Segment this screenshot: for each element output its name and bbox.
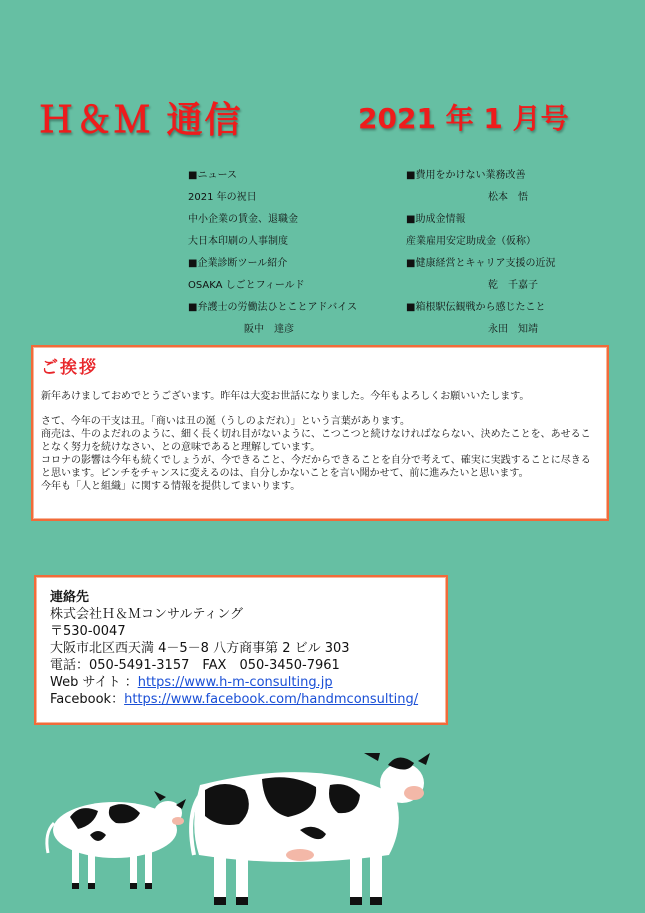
- toc-right-item: ■健康経営とキャリア支援の近況: [406, 258, 556, 269]
- greeting-paragraph-4: コロナの影響は今年も続くでしょうが、今できること、今だからできることを自分で考えて、確実に実践することに尽きると思います。ピンチをチャンスに変えるのは、自分しかないことを言い聞かせて、前に進みたいと思います。: [41, 455, 591, 479]
- facebook-link[interactable]: https://www.facebook.com/handmconsulting/: [124, 692, 419, 707]
- newsletter-title: Ｈ＆Ｍ 通信: [38, 100, 243, 141]
- contact-web: [50, 674, 432, 691]
- toc-right-item: 乾 千嘉子: [488, 280, 538, 291]
- toc-right-item: 産業雇用安定助成金（仮称）: [406, 236, 536, 247]
- toc-left-item: OSAKA しごとフィールド: [188, 280, 305, 291]
- toc-left-item: ■企業診断ツール紹介: [188, 258, 288, 269]
- toc-left-item: 2021 年の祝日: [188, 192, 257, 203]
- toc-left-column: [188, 165, 357, 341]
- contact-heading: 連絡先: [50, 590, 90, 605]
- greeting-paragraph-5: 今年も「人と組織」に関する情報を提供してまいります。: [41, 481, 301, 492]
- toc-right-item: ■箱根駅伝観戦から感じたこと: [406, 302, 546, 313]
- toc-left-item: 阪中 達彦: [244, 324, 294, 335]
- toc-right-item: ■助成金情報: [406, 214, 466, 225]
- contact-facebook: [50, 691, 432, 708]
- contact-company: 株式会社Ｈ＆Ｍコンサルティング: [50, 607, 244, 622]
- greeting-heading: ご挨拶: [41, 358, 98, 378]
- toc-left-item: 大日本印刷の人事制度: [188, 236, 288, 247]
- contact-phone: 電話：050-5491-3157 FAX 050-3450-7961: [50, 658, 340, 673]
- facebook-label: Facebook：: [50, 692, 125, 707]
- toc-right-item: 永田 知靖: [488, 324, 538, 335]
- greeting-paragraph-1: 新年あけましておめでとうございます。昨年は大変お世話になりました。今年もよろしくお願いいたします。: [41, 391, 530, 402]
- toc-right-column: [406, 165, 555, 341]
- toc-left-item: ■弁護士の労働法ひとことアドバイス: [188, 302, 358, 313]
- calf-image: [47, 791, 186, 889]
- toc-right-item: 松本 悟: [488, 192, 528, 203]
- greeting-box: [31, 345, 609, 521]
- issue-date: 2021 年 1 月号: [358, 102, 569, 135]
- cow-image: [191, 753, 430, 905]
- toc-left-item: 中小企業の賃金、退職金: [188, 214, 298, 225]
- contact-postal: 〒530-0047: [50, 624, 126, 639]
- greeting-paragraph-3: 商売は、牛のよだれのように、細く長く切れ目がないように、こつこつと続けなければならない、決めたことを、あせることなく努力を続けなさい、との意味であると理解しています。: [41, 429, 591, 453]
- cows-illustration: [0, 735, 645, 913]
- greeting-paragraph-2: さて、今年の干支は丑。「商いは丑の涎（うしのよだれ）」という言葉があります。: [41, 416, 410, 427]
- contact-address: 大阪市北区西天満 4－5－8 八方商事第 2 ビル 303: [50, 641, 350, 656]
- website-link[interactable]: https://www.h-m-consulting.jp: [137, 675, 333, 690]
- contact-box: [34, 575, 448, 725]
- toc-right-item: ■費用をかけない業務改善: [406, 170, 526, 181]
- web-label: Web サイト ：: [50, 675, 138, 690]
- toc-left-item: ■ニュース: [188, 170, 237, 181]
